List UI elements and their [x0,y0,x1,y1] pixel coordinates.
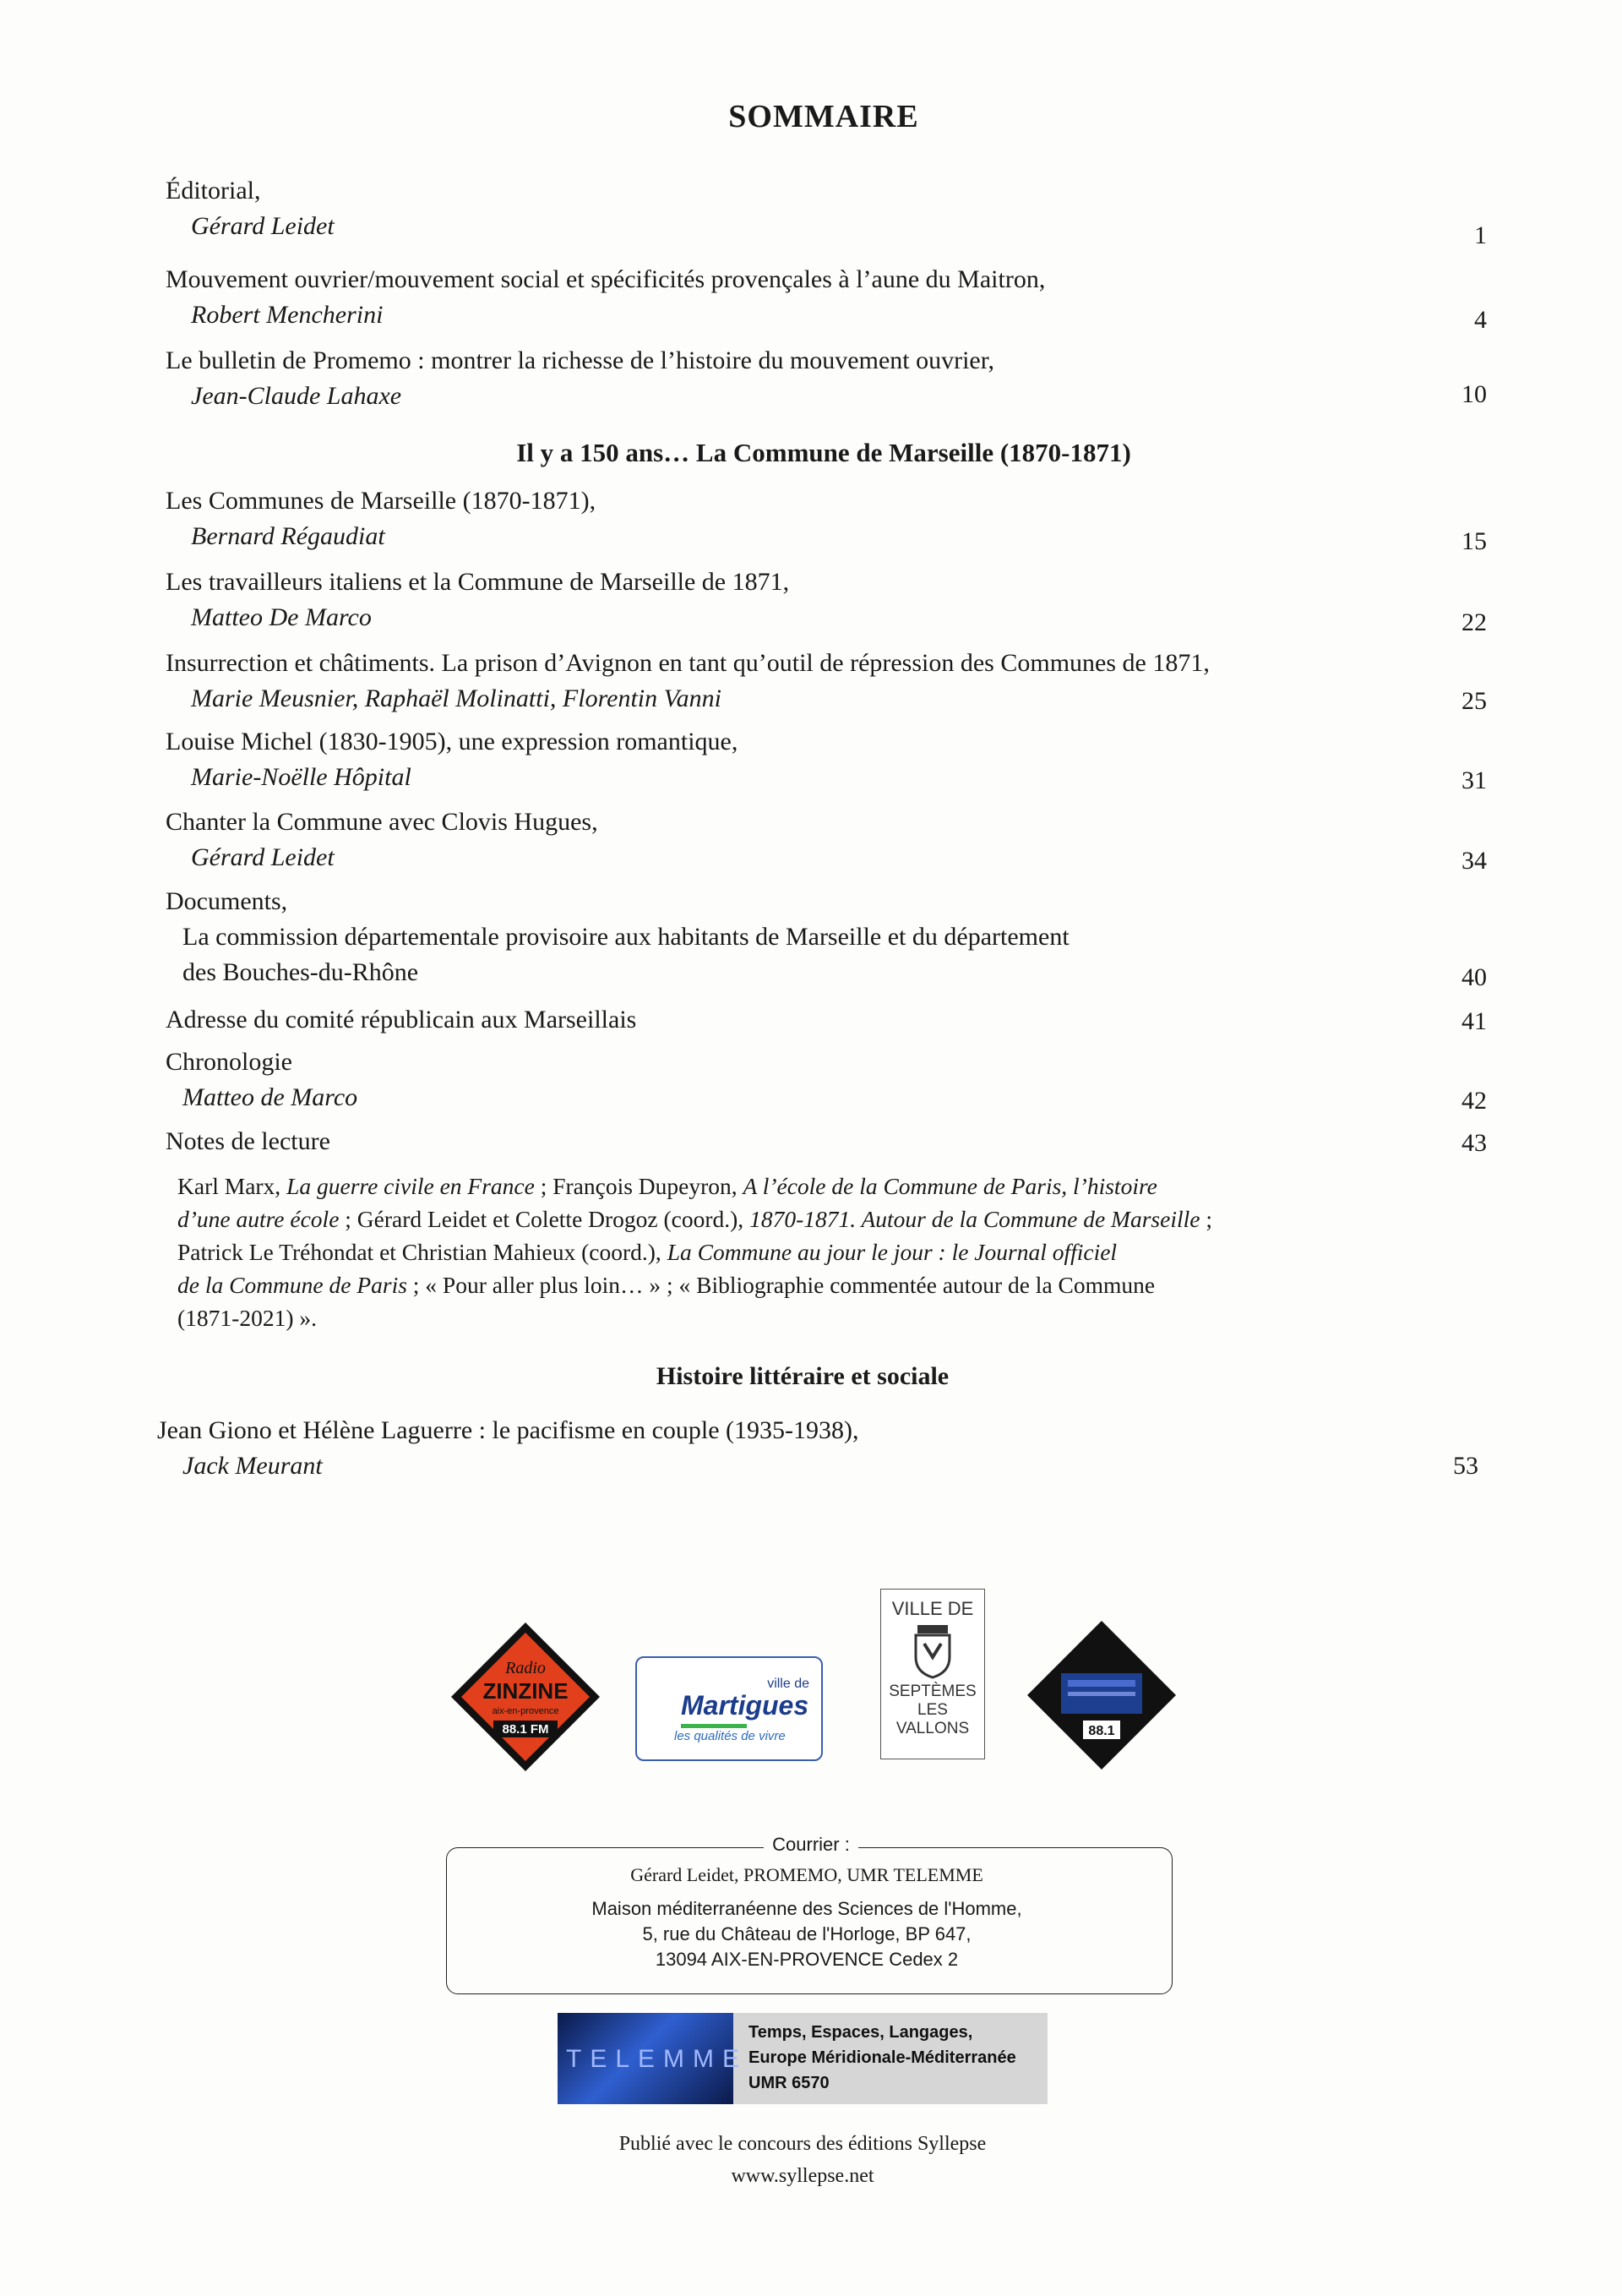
toc-entry: Jean Giono et Hélène Laguerre : le pacifisme en couple (1935-1938), Jack Meurant [157,1416,859,1480]
page-number: 10 [1461,380,1487,408]
page-number: 43 [1461,1129,1487,1157]
telemme-banner [558,2013,1048,2104]
telemme-logo: TELEMME [558,2013,733,2104]
martigues-logo: ville de Martigues les qualités de vivre [635,1656,823,1761]
septemes-logo: VILLE DE SEPTÈMES LES VALLONS [880,1589,985,1759]
toc-entry: Louise Michel (1830-1905), une expression romantique, Marie-Noëlle Hôpital [166,728,738,791]
footer-url[interactable]: www.syllepse.net [731,2165,874,2187]
courrier-line: 5, rue du Château de l'Horloge, BP 647, [642,1923,972,1944]
reading-notes: Karl Marx, La guerre civile en France ; François Dupeyron, A l’école de la Commune de Paris, l’histoire d’une autre école ; Gérard Leidet et Colette Drogoz (coord.), 1870-1871. Autour de la Commune de Marseille ; Patrick Le Tréhondat et Christian Mahieux (coord.), La Commune au jour le jour : le Journal officiel de la Commune de Paris ; « Pour aller plus loin… » ; « Bibliographie commentée autour de la Commune (1871-2021) ». [177,1173,1212,1331]
page-number: 53 [1453,1452,1478,1480]
toc-entry: Les travailleurs italiens et la Commune de Marseille de 1871, Matteo De Marco [166,568,790,631]
courrier-line: Maison méditerranéenne des Sciences de l'Homme, [591,1898,1022,1919]
toc-entry: Les Communes de Marseille (1870-1871), Bernard Régaudiat [166,487,596,550]
svg-text:aix-en-provence: aix-en-provence [492,1706,559,1716]
footer-publisher: Publié avec le concours des éditions Syllepse [618,2133,987,2155]
toc-entry: Éditorial, Gérard Leidet [166,177,335,240]
toc-entry: Mouvement ouvrier/mouvement social et spécificités provençales à l’aune du Maitron, Robert Mencherini [166,265,1046,329]
page-number: 4 [1474,306,1487,334]
radio-zinzine-logo [449,1621,601,1773]
toc-entry: Insurrection et châtiments. La prison d’Avignon en tant qu’outil de répression des Communes de 1871, Marie Meusnier, Raphaël Molinatti, Florentin Vanni [166,649,1210,712]
page-number: 31 [1461,766,1487,794]
toc-entry-documents: Documents, La commission départementale provisoire aux habitants de Marseille et du département des Bouches-du-Rhône [166,887,1070,986]
toc-entry: Chronologie Matteo de Marco [166,1048,358,1111]
svg-text:Radio: Radio [505,1659,546,1677]
section-heading: Histoire littéraire et sociale [656,1362,950,1390]
coat-of-arms-icon [911,1623,955,1679]
section-heading: Il y a 150 ans… La Commune de Marseille (1870-1871) [516,438,1131,467]
page-number: 25 [1461,687,1487,715]
svg-text:88.1 FM: 88.1 FM [502,1722,549,1737]
page-number: 40 [1461,963,1487,991]
telemme-text: Temps, Espaces, Langages, Europe Méridionale-Méditerranée UMR 6570 [748,2023,1016,2092]
page-title: SOMMAIRE [728,99,919,134]
toc-entry: Le bulletin de Promemo : montrer la richesse de l’histoire du mouvement ouvrier, Jean-Claude Lahaxe [166,346,995,410]
page-number: 41 [1461,1007,1487,1035]
toc-entry: Adresse du comité républicain aux Marseillais [166,1006,637,1033]
page-number: 1 [1474,221,1487,249]
courrier-label: Courrier : [0,1834,1622,1856]
courrier-line: Gérard Leidet, PROMEMO, UMR TELEMME [630,1864,983,1885]
radio-881-logo [1026,1619,1178,1771]
svg-text:ZINZINE: ZINZINE [482,1678,569,1704]
courrier-line: 13094 AIX-EN-PROVENCE Cedex 2 [655,1949,959,1970]
page-number: 15 [1461,527,1487,555]
page-number: 22 [1461,608,1487,636]
toc-entry: Chanter la Commune avec Clovis Hugues, Gérard Leidet [166,808,598,871]
toc-entry: Notes de lecture [166,1127,330,1155]
svg-text:88.1: 88.1 [1088,1724,1115,1738]
page-number: 42 [1461,1087,1487,1115]
page-number: 34 [1461,847,1487,875]
